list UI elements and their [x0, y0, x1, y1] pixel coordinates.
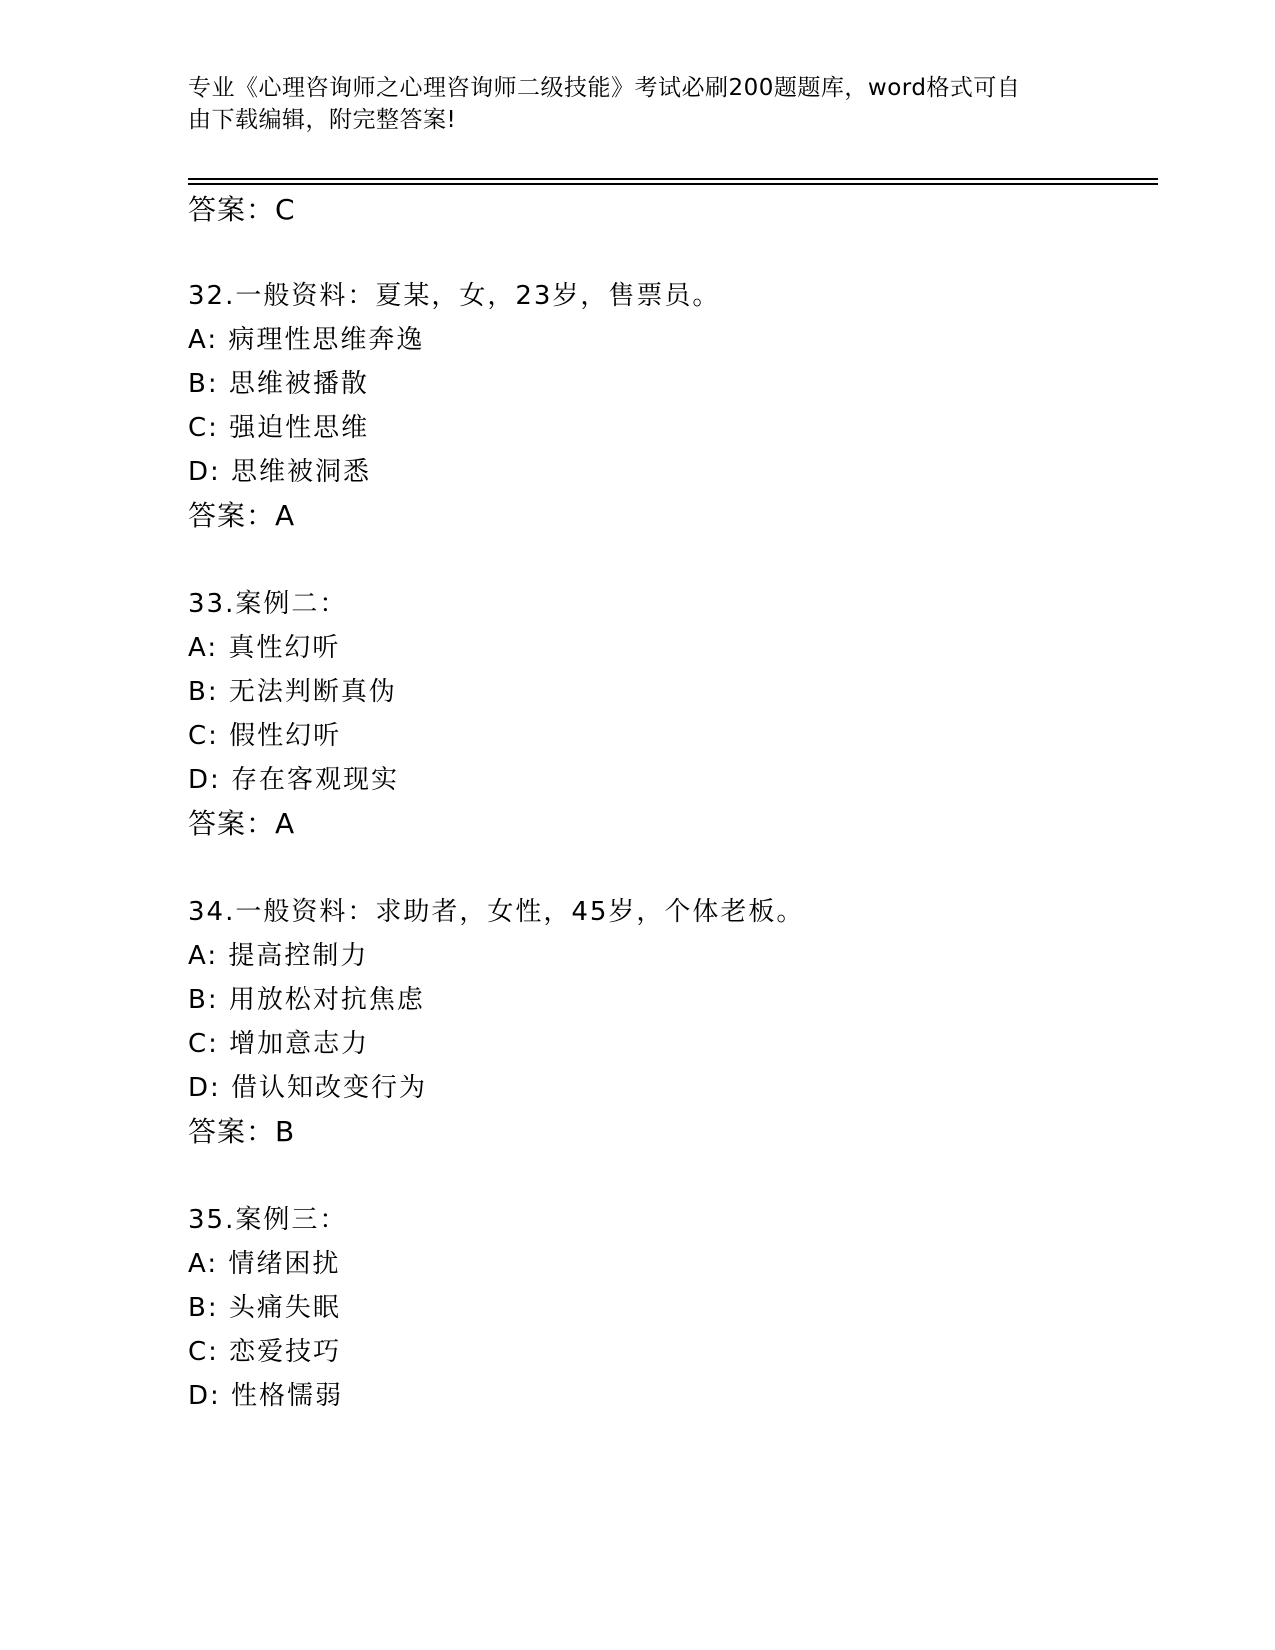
- question-32-answer: 答案：A: [188, 499, 296, 532]
- question-34-option-b: B: 用放松对抗焦虑: [188, 985, 425, 1015]
- question-33-option-c: C: 假性幻听: [188, 721, 342, 751]
- question-33-answer: 答案：A: [188, 807, 296, 840]
- document-header: [188, 72, 1068, 136]
- question-32-option-c: C: 强迫性思维: [188, 413, 370, 443]
- question-35-stem: 35.案例三：: [188, 1205, 348, 1235]
- question-32-stem: 32.一般资料：夏某，女，23岁，售票员。: [188, 281, 721, 311]
- header-line-1: 专业《心理咨询师之心理咨询师二级技能》考试必刷200题题库，word格式可自: [188, 75, 1021, 101]
- header-divider-bottom: [188, 183, 1158, 185]
- question-34-option-d: D: 借认知改变行为: [188, 1073, 428, 1103]
- question-32-option-d: D: 思维被洞悉: [188, 457, 372, 487]
- question-33-option-a: A: 真性幻听: [188, 633, 341, 663]
- question-34-option-a: A: 提高控制力: [188, 941, 369, 971]
- question-34-stem: 34.一般资料：求助者，女性，45岁，个体老板。: [188, 897, 805, 927]
- question-35-option-a: A: 情绪困扰: [188, 1249, 341, 1279]
- question-34-option-c: C: 增加意志力: [188, 1029, 370, 1059]
- header-divider-top: [188, 178, 1158, 180]
- question-35-option-c: C: 恋爱技巧: [188, 1337, 342, 1367]
- question-32-option-a: A: 病理性思维奔逸: [188, 325, 425, 355]
- question-33-stem: 33.案例二：: [188, 589, 348, 619]
- question-34-answer: 答案：B: [188, 1115, 296, 1148]
- question-32-option-b: B: 思维被播散: [188, 369, 369, 399]
- question-35-option-b: B: 头痛失眠: [188, 1293, 341, 1323]
- question-33-option-b: B: 无法判断真伪: [188, 677, 397, 707]
- header-line-2: 由下载编辑，附完整答案!: [188, 107, 457, 133]
- question-35-option-d: D: 性格懦弱: [188, 1381, 344, 1411]
- question-33-option-d: D: 存在客观现实: [188, 765, 400, 795]
- previous-answer: 答案：C: [188, 193, 296, 226]
